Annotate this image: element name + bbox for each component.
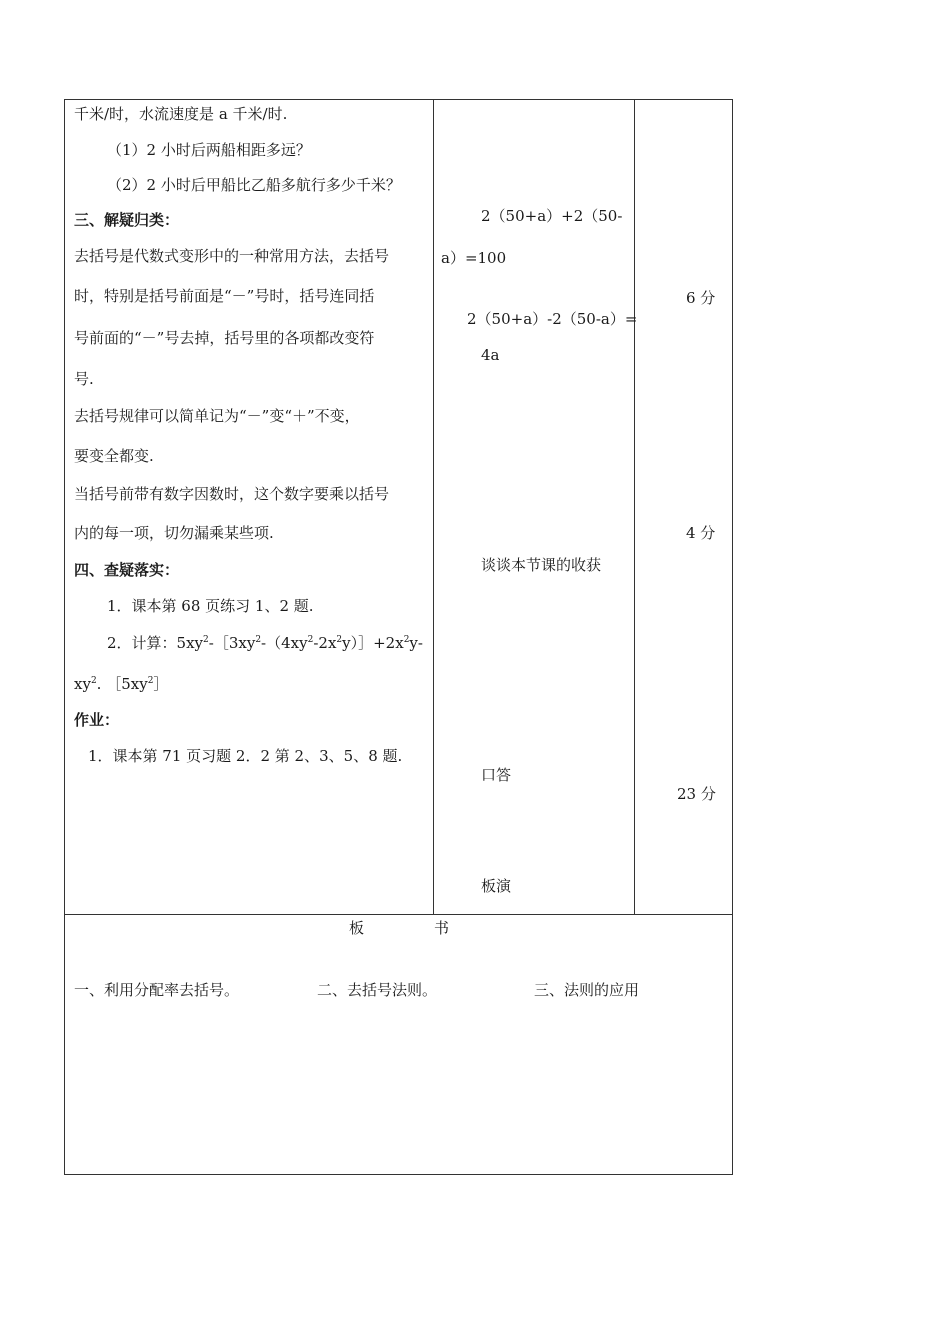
- board-item-2: 二、去括号法则。: [317, 981, 438, 999]
- left-line-1: 千米/时，水流速度是 a 千米/时.: [74, 105, 288, 123]
- para-3-line-1: 当括号前带有数字因数时，这个数字要乘以括号: [74, 485, 390, 503]
- equation-1-line-2: a）=100: [441, 249, 507, 267]
- activity-oral: 口答: [481, 766, 512, 784]
- question-1: （1）2 小时后两船相距多远？: [107, 141, 311, 159]
- equation-2-line-2: 4a: [481, 346, 500, 364]
- para-1-line-3: 号前面的“－”号去掉，括号里的各项都改变符: [74, 329, 375, 347]
- exercise-2-line-2: $xy^2$. $[5xy^2]$: [74, 675, 169, 693]
- time-2: 4 分: [686, 524, 716, 542]
- para-1-line-4: 号.: [74, 370, 94, 388]
- board-divider: [64, 914, 733, 915]
- equation-1-line-1: 2（50+a）+2（50-: [481, 207, 623, 225]
- time-3: 23 分: [677, 785, 716, 803]
- section-4-title: 四、查疑落实：: [74, 561, 180, 579]
- board-title-char-1: 板: [349, 919, 365, 937]
- column-divider-1: [433, 99, 434, 915]
- homework-item-1: 1．课本第 71 页习题 2．2 第 2、3、5、8 题.: [88, 747, 403, 765]
- para-1-line-1: 去括号是代数式变形中的一种常用方法，去括号: [74, 247, 390, 265]
- board-item-1: 一、利用分配率去括号。: [74, 981, 240, 999]
- para-2-line-1: 去括号规律可以简单记为“－”变“＋”不变，: [74, 407, 360, 425]
- para-1-line-2: 时，特别是括号前面是“－”号时，括号连同括: [74, 287, 375, 305]
- homework-title: 作业：: [74, 711, 120, 729]
- para-2-line-2: 要变全都变.: [74, 447, 154, 465]
- section-3-title: 三、解疑归类：: [74, 211, 180, 229]
- question-2: （2）2 小时后甲船比乙船多航行多少千米？: [107, 176, 401, 194]
- board-item-3: 三、法则的应用: [534, 981, 640, 999]
- time-1: 6 分: [686, 289, 716, 307]
- exercise-2-line-1: 2．计算：$5xy^2-[3xy^2-(4xy^2-2x^2y)]+2x^2y-$: [107, 634, 423, 652]
- activity-summary: 谈谈本节课的收获: [481, 556, 602, 574]
- board-title-char-2: 书: [434, 919, 450, 937]
- para-3-line-2: 内的每一项，切勿漏乘某些项.: [74, 524, 274, 542]
- equation-2-line-1: 2（50+a）-2（50-a）=: [467, 310, 638, 328]
- column-divider-2: [634, 99, 635, 915]
- exercise-1: 1．课本第 68 页练习 1、2 题.: [107, 597, 314, 615]
- activity-board: 板演: [481, 877, 512, 895]
